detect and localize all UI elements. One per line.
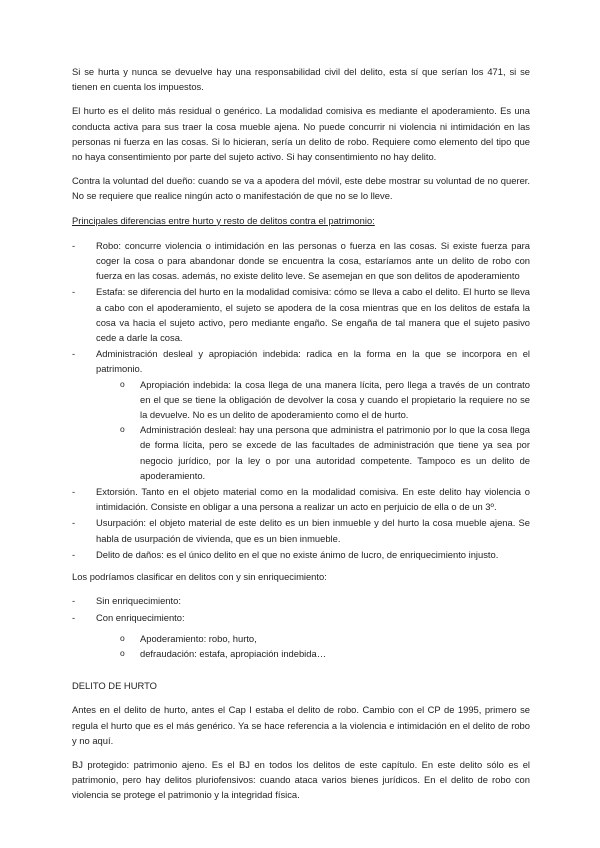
section-title-delito-de-hurto: DELITO DE HURTO	[72, 680, 157, 692]
administracion-sublist	[96, 377, 530, 483]
list-item-extorsion: - Extorsión. Tanto en el objeto material como en la modalidad comisiva. En este delito hay violencia o intimidación. Consiste en obligar a una persona a realizar un acto en perjuicio de ella o de un 3º.	[72, 484, 530, 514]
enriquecimiento-sublist	[96, 631, 530, 661]
paragraph-historia-hurto: Antes en el delito de hurto, antes el Cap I estaba el delito de robo. Cambio con el CP de 1995, primero se regula el hurto que es el más genérico. Ya se hace referencia a la violencia e intimidación en el delito de robo y no aquí.	[72, 704, 530, 746]
paragraph-bien-juridico: BJ protegido: patrimonio ajeno. Es el BJ en todos los delitos de este capítulo. En este delito sólo es el patrimonio, pero hay delitos pluriofensivos: cuando ataca varios bienes jurídicos. En el delito de robo con violencia se protege el patrimonio y la integridad física.	[72, 758, 530, 801]
differences-list	[72, 238, 530, 562]
list-item-robo: - Robo: concurre violencia o intimidación en las personas o fuerza en las cosas. Si existe fuerza para coger la cosa o para abandonar donde se encuentra la cosa, estaríamos ante un delito de robo con fuerza en las cosas. además, no existe delito leve. Se asemejan en que son delitos de apoderamiento	[72, 238, 530, 284]
sublist-item-defraudacion: o defraudación: estafa, apropiación indebida…	[118, 646, 530, 661]
list-item-con-enriquecimiento	[72, 610, 530, 662]
heading-principales-diferencias: Principales diferencias entre hurto y resto de delitos contra el patrimonio:	[72, 214, 375, 226]
sublist-item-apoderamiento: o Apoderamiento: robo, hurto,	[118, 631, 530, 646]
document-page	[72, 64, 530, 812]
paragraph-clasificacion: Los podríamos clasificar en delitos con y sin enriquecimiento:	[72, 571, 327, 583]
paragraph-hurto-definicion: El hurto es el delito más residual o genérico. La modalidad comisiva es mediante el apoderamiento. Es una conducta activa para sus traer la cosa mueble ajena. No puede concurrir ni violencia ni intimidación en las personas ni fuerza en las cosas. Si lo hicieran, sería un delito de robo. Requiere como elemento del tipo que no haya consentimiento por parte del sujeto activo. Si hay consentimiento no hay delito.	[72, 105, 530, 163]
list-item-con-enriquecimiento-text: Con enriquecimiento:	[96, 611, 185, 623]
list-item-administracion	[72, 346, 530, 483]
paragraph-responsabilidad-civil: Si se hurta y nunca se devuelve hay una responsabilidad civil del delito, esta sí que serían los 471, si se tienen en cuenta los impuestos.	[72, 66, 530, 93]
list-item-estafa: - Estafa: se diferencia del hurto en la modalidad comisiva: cómo se lleva a cabo el delito. El hurto se lleva a cabo con el apoderamiento, el sujeto se apodera de la cosa mientras que en los delitos de estafa la cosa va hacia el sujeto activo, pero mediante engaño. Se engaña de tal manera que el sujeto pasivo cede a darle la cosa.	[72, 284, 530, 345]
list-item-danos: - Delito de daños: es el único delito en el que no existe ánimo de lucro, de enriquecimiento injusto.	[72, 547, 530, 562]
list-item-sin-enriquecimiento: - Sin enriquecimiento:	[72, 593, 530, 608]
sublist-item-apropiacion: o Apropiación indebida: la cosa llega de una manera lícita, pero llega a través de un contrato en el que se tiene la obligación de devolver la cosa y cuando el propietario la requiere no se la devuelve. No es un delito de apoderamiento como el de hurto.	[118, 377, 530, 423]
paragraph-voluntad-dueno: Contra la voluntad del dueño: cuando se va a apodera del móvil, este debe mostrar su voluntad de no querer. No se requiere que realice ningún acto o manifestación de que no se lo lleve.	[72, 175, 530, 202]
list-item-administracion-text: Administración desleal y apropiación indebida: radica en la forma en la que se incorpora en el patrimonio.	[96, 348, 530, 375]
classification-list	[72, 593, 530, 661]
sublist-item-administracion-desleal: o Administración desleal: hay una persona que administra el patrimonio por lo que la cosa llega de forma lícita, pero se excede de las facultades de administración que tiene ya sea por negocio jurídico, por la ley o por una autoridad competente. Tampoco es un delito de apoderamiento.	[118, 422, 530, 483]
list-item-usurpacion: - Usurpación: el objeto material de este delito es un bien inmueble y del hurto la cosa mueble ajena. Se habla de usurpación de vivienda, que es un bien inmueble.	[72, 515, 530, 545]
